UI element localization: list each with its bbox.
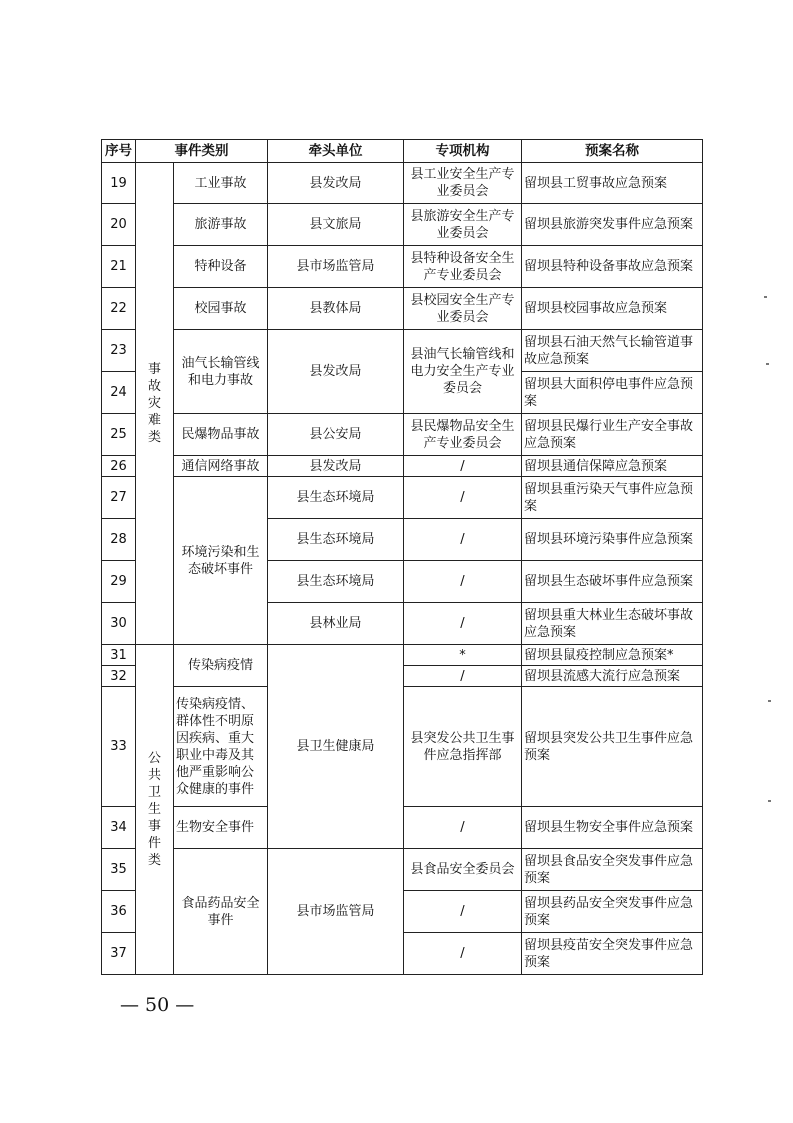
plan-name-cell: 留坝县民爆行业生产安全事故应急预案 [522,414,703,456]
header-seq: 序号 [102,140,136,163]
seq-cell: 31 [102,645,136,666]
agency-cell: * [404,645,522,666]
lead-unit-cell: 县发改局 [268,163,404,204]
table-row [102,330,703,372]
table-row [102,163,703,204]
agency-cell: / [404,891,522,933]
table-header-row [102,140,703,163]
seq-cell: 22 [102,288,136,330]
lead-unit-cell: 县生态环境局 [268,519,404,561]
page-number-text: — 50 — [120,994,195,1016]
agency-cell: / [404,456,522,477]
header-plan-name: 预案名称 [522,140,703,163]
lead-unit-cell: 县市场监管局 [268,246,404,288]
table-row [102,246,703,288]
subcategory-cell: 传染病疫情、群体性不明原因疾病、重大职业中毒及其他严重影响公众健康的事件 [174,687,268,807]
agency-cell: / [404,519,522,561]
seq-cell: 27 [102,477,136,519]
seq-cell: 36 [102,891,136,933]
seq-cell: 28 [102,519,136,561]
plan-name-cell: 留坝县校园事故应急预案 [522,288,703,330]
plan-name-cell: 留坝县特种设备事故应急预案 [522,246,703,288]
lead-unit-cell: 县发改局 [268,456,404,477]
seq-cell: 20 [102,204,136,246]
header-agency: 专项机构 [404,140,522,163]
plan-name-cell: 留坝县鼠疫控制应急预案* [522,645,703,666]
seq-cell: 29 [102,561,136,603]
table-row [102,456,703,477]
seq-cell: 34 [102,807,136,849]
subcategory-cell: 生物安全事件 [174,807,268,849]
lead-unit-cell: 县林业局 [268,603,404,645]
plan-name-cell: 留坝县大面积停电事件应急预案 [522,372,703,414]
table-row [102,414,703,456]
agency-cell: 县工业安全生产专业委员会 [404,163,522,204]
subcategory-cell: 传染病疫情 [174,645,268,687]
table-row [102,288,703,330]
seq-cell: 30 [102,603,136,645]
plan-name-cell: 留坝县疫苗安全突发事件应急预案 [522,933,703,975]
agency-cell: 县食品安全委员会 [404,849,522,891]
seq-cell: 19 [102,163,136,204]
seq-cell: 33 [102,687,136,807]
plan-name-cell: 留坝县石油天然气长输管道事故应急预案 [522,330,703,372]
plan-name-cell: 留坝县生态破坏事件应急预案 [522,561,703,603]
plan-name-cell: 留坝县生物安全事件应急预案 [522,807,703,849]
header-lead-unit: 牵头单位 [268,140,404,163]
plan-name-cell: 留坝县食品安全突发事件应急预案 [522,849,703,891]
lead-unit-cell: 县文旅局 [268,204,404,246]
seq-cell: 37 [102,933,136,975]
group-disaster: 事故灾难类 [136,163,174,645]
subcategory-cell: 校园事故 [174,288,268,330]
subcategory-cell: 特种设备 [174,246,268,288]
table-row [102,204,703,246]
plan-name-cell: 留坝县药品安全突发事件应急预案 [522,891,703,933]
subcategory-cell: 油气长输管线和电力事故 [174,330,268,414]
plan-name-cell: 留坝县突发公共卫生事件应急预案 [522,687,703,807]
agency-cell: / [404,933,522,975]
plan-name-cell: 留坝县工贸事故应急预案 [522,163,703,204]
plan-name-cell: 留坝县环境污染事件应急预案 [522,519,703,561]
agency-cell: / [404,561,522,603]
agency-cell: 县民爆物品安全生产专业委员会 [404,414,522,456]
agency-cell: / [404,666,522,687]
subcategory-cell: 民爆物品事故 [174,414,268,456]
table-row [102,645,703,666]
subcategory-cell: 环境污染和生态破坏事件 [174,477,268,645]
emergency-plan-table [101,139,703,975]
plan-name-cell: 留坝县旅游突发事件应急预案 [522,204,703,246]
agency-cell: / [404,807,522,849]
plan-name-cell: 留坝县通信保障应急预案 [522,456,703,477]
seq-cell: 21 [102,246,136,288]
subcategory-cell: 食品药品安全事件 [174,849,268,975]
agency-cell: 县校园安全生产专业委员会 [404,288,522,330]
lead-unit-cell: 县公安局 [268,414,404,456]
scan-mark [766,363,769,365]
lead-unit-cell: 县市场监管局 [268,849,404,975]
seq-cell: 24 [102,372,136,414]
lead-unit-cell: 县发改局 [268,330,404,414]
group-public-health: 公共卫生事件类 [136,645,174,975]
table-row [102,849,703,891]
agency-cell: 县突发公共卫生事件应急指挥部 [404,687,522,807]
agency-cell: 县旅游安全生产专业委员会 [404,204,522,246]
agency-cell: 县特种设备安全生产专业委员会 [404,246,522,288]
agency-cell: 县油气长输管线和电力安全生产专业委员会 [404,330,522,414]
agency-cell: / [404,477,522,519]
scan-mark [764,296,767,298]
subcategory-cell: 旅游事故 [174,204,268,246]
seq-cell: 25 [102,414,136,456]
lead-unit-cell: 县生态环境局 [268,477,404,519]
lead-unit-cell: 县生态环境局 [268,561,404,603]
seq-cell: 26 [102,456,136,477]
seq-cell: 35 [102,849,136,891]
scan-mark [768,700,771,702]
subcategory-cell: 工业事故 [174,163,268,204]
agency-cell: / [404,603,522,645]
header-category: 事件类别 [136,140,268,163]
plan-name-cell: 留坝县流感大流行应急预案 [522,666,703,687]
plan-name-cell: 留坝县重污染天气事件应急预案 [522,477,703,519]
table-row [102,477,703,519]
lead-unit-cell: 县教体局 [268,288,404,330]
scan-mark [768,800,771,802]
lead-unit-cell: 县卫生健康局 [268,645,404,849]
seq-cell: 23 [102,330,136,372]
plan-name-cell: 留坝县重大林业生态破坏事故应急预案 [522,603,703,645]
subcategory-cell: 通信网络事故 [174,456,268,477]
seq-cell: 32 [102,666,136,687]
